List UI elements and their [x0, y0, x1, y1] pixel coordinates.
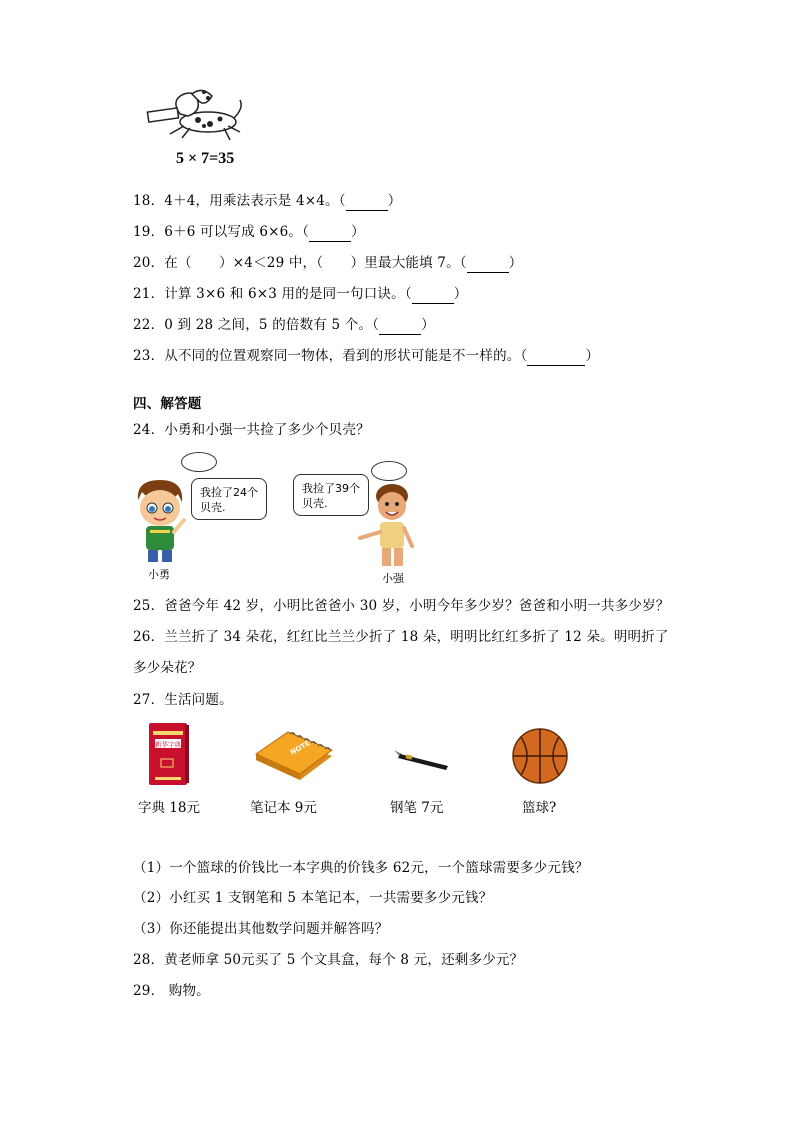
speech-bubble-right: 我捡了39个贝壳.: [293, 474, 369, 516]
question-26-line1: 26．兰兰折了 34 朵花，红红比兰兰少折了 18 朵，明明比红红多折了 12 朵。明明折了: [133, 629, 669, 645]
question-29: 29． 购物。: [133, 983, 210, 999]
name-label-right: 小强: [382, 572, 404, 585]
section-heading: 四、解答题: [133, 396, 202, 412]
boy-avatar-icon: [132, 478, 188, 564]
notebook-label: 笔记本 9元: [250, 800, 317, 816]
name-label-left: 小勇: [148, 568, 170, 581]
dictionary-title: 新华字典: [155, 740, 181, 749]
question-23: 23．从不同的位置观察同一物体，看到的形状可能是不一样的。（ ）: [133, 348, 600, 364]
question-26-line2: 多少朵花？: [133, 660, 202, 676]
question-27: 27．生活问题。: [133, 692, 233, 708]
question-21: 21．计算 3×6 和 6×3 用的是同一句口诀。（ ）: [133, 286, 468, 302]
thought-cloud-left: [181, 452, 217, 472]
answer-blank[interactable]: [346, 192, 388, 211]
boy-xiaoyong: [132, 478, 188, 564]
thought-cloud-right: [371, 461, 407, 481]
notebook-cover-text: NOTE: [289, 739, 312, 757]
question-24: 24．小勇和小强一共捡了多少个贝壳？: [133, 422, 370, 438]
answer-blank[interactable]: [309, 223, 351, 242]
pen-label: 钢笔 7元: [390, 800, 444, 816]
dictionary-label: 字典 18元: [138, 800, 200, 816]
question-19: 19．6＋6 可以写成 6×6。（ ）: [133, 224, 365, 240]
answer-blank[interactable]: [412, 285, 454, 304]
notebook-icon: [252, 730, 336, 782]
answer-blank[interactable]: [527, 347, 585, 366]
dictionary-icon: [147, 721, 191, 787]
speech-bubble-left: 我捡了24个贝壳.: [191, 478, 267, 520]
question-27-2: （2）小红买 1 支钢笔和 5 本笔记本，一共需要多少元钱？: [133, 890, 493, 906]
dictionary-item: [147, 721, 191, 787]
dog-figure: [140, 80, 250, 150]
boy-avatar-icon: [354, 482, 418, 568]
question-27-1: （1）一个篮球的价钱比一本字典的价钱多 62元，一个篮球需要多少元钱？: [133, 860, 589, 876]
question-28: 28．黄老师拿 50元买了 5 个文具盒，每个 8 元，还剩多少元？: [133, 952, 524, 968]
running-dog-icon: [140, 80, 250, 150]
boy-xiaoqiang: [354, 482, 418, 568]
basketball-label: 篮球?: [522, 800, 557, 816]
question-18: 18．4＋4，用乘法表示是 4×4。（ ）: [133, 193, 402, 209]
basketball-icon: [511, 727, 569, 785]
notebook-item: [252, 730, 336, 782]
question-22: 22．0 到 28 之间，5 的倍数有 5 个。（ ）: [133, 317, 435, 333]
answer-blank[interactable]: [467, 254, 509, 273]
question-27-3: （3）你还能提出其他数学问题并解答吗？: [133, 921, 389, 937]
answer-blank[interactable]: [379, 316, 421, 335]
pen-icon: [390, 746, 452, 772]
question-20: 20．在（ ）×4＜29 中，（ ）里最大能填 7。（ ）: [133, 255, 523, 271]
basketball-item: [511, 727, 569, 785]
question-25: 25．爸爸今年 42 岁，小明比爸爸小 30 岁，小明今年多少岁？爸爸和小明一共多少岁？: [133, 598, 670, 614]
dog-caption: 5 × 7=35: [176, 150, 235, 167]
pen-item: [390, 746, 452, 772]
